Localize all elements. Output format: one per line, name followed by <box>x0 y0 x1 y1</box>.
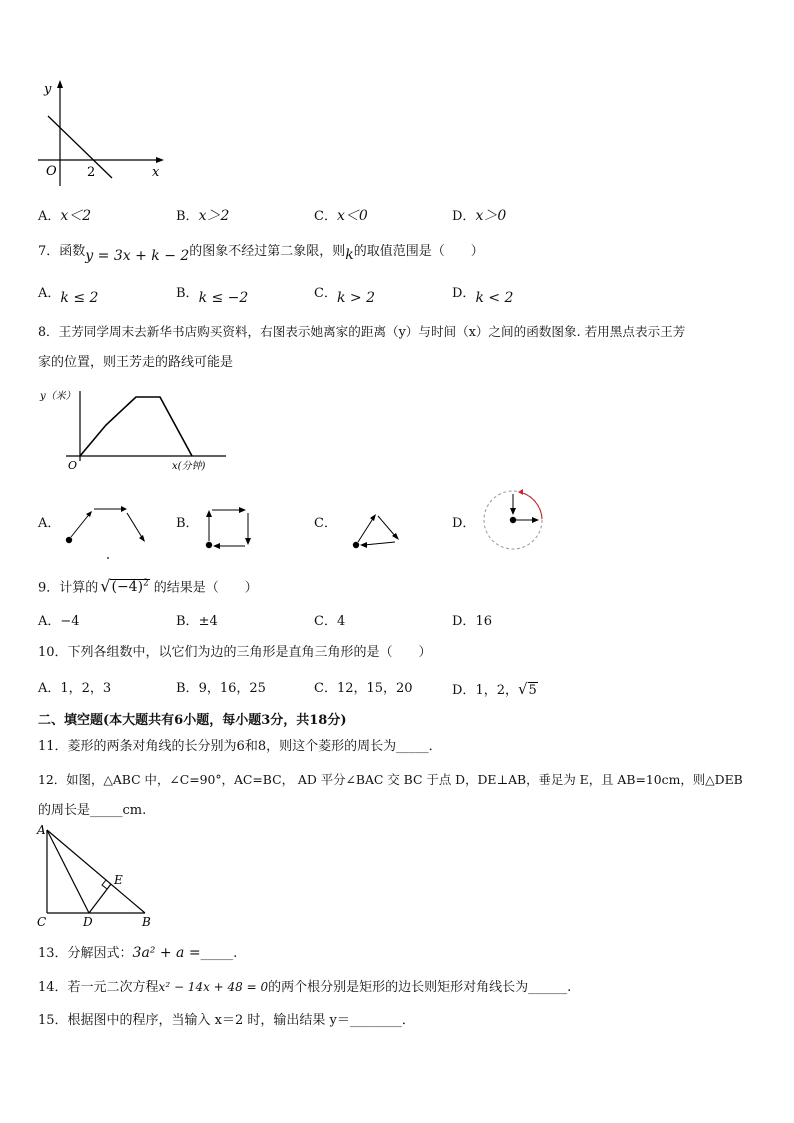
q8-graph-x-label: x(分钟) <box>172 461 206 472</box>
q14-stem: 14．若一元二次方程x² − 14x + 48 = 0的两个根分别是矩形的边长则矩形对角线长为______. <box>38 980 572 995</box>
q8-graph-y-label: y（米） <box>40 391 76 402</box>
q8-option-c-label[interactable]: C． <box>314 516 337 531</box>
q8-option-b-label[interactable]: B． <box>176 516 199 531</box>
q6-option-b[interactable]: B．x＞2 <box>176 208 230 224</box>
q9-sqrt: $√(-4)^2$ <box>100 576 149 596</box>
q8-option-d-route[interactable] <box>482 488 548 554</box>
q10-option-a[interactable]: A．1，2，3 <box>38 681 112 696</box>
q9-option-c[interactable]: C．4 <box>314 614 346 629</box>
q7-stem: 7．函数y = 3x + k − 2的图象不经过第二象限，则k的取值范围是（ ） <box>38 244 484 264</box>
q12-label-a: A <box>37 823 46 837</box>
q13-stem: 13．分解因式：3a² + a =_____. <box>38 945 238 961</box>
q8-graph <box>38 385 228 477</box>
q12-triangle-figure <box>34 822 160 930</box>
q6-option-a[interactable]: A．x＜2 <box>38 208 92 224</box>
q7-option-b[interactable]: B．k ≤ −2 <box>176 286 249 306</box>
q8-option-d-label[interactable]: D． <box>452 516 476 531</box>
q6-option-c[interactable]: C．x＜0 <box>314 208 368 224</box>
q10-stem: 10．下列各组数中，以它们为边的三角形是直角三角形的是（ ） <box>38 645 432 660</box>
q7-option-d[interactable]: D．k < 2 <box>452 286 514 306</box>
q9-option-d[interactable]: D．16 <box>452 614 492 629</box>
q10-option-b[interactable]: B．9，16，25 <box>176 681 266 696</box>
q11-stem: 11．菱形的两条对角线的长分别为6和8，则这个菱形的周长为_____． <box>38 739 442 754</box>
q6-graph-y-label: y <box>44 82 52 97</box>
q7-option-c[interactable]: C．k > 2 <box>314 286 375 306</box>
q8-option-b-route[interactable] <box>200 505 256 551</box>
q8-stem-line1: 8．王芳同学周末去新华书店购买资料，右图表示她离家的距离（y）与时间（x）之间的函数图象. 若用黑点表示王芳 <box>38 324 686 339</box>
q8-graph-origin: O <box>68 459 78 472</box>
q6-graph <box>30 78 170 190</box>
q15-stem: 15．根据图中的程序，当输入 x＝2 时，输出结果 y＝________． <box>38 1013 415 1028</box>
q6-graph-tick: 2 <box>87 165 96 180</box>
q10-option-d[interactable]: D．1，2，√5 <box>452 680 537 698</box>
q6-graph-origin: O <box>46 164 57 179</box>
q10-sqrt: √5 <box>517 680 537 698</box>
q12-stem-line2: 的周长是_____cm. <box>38 803 147 818</box>
q12-stem-line1: 12．如图，△ABC 中，∠C=90°，AC=BC， AD 平分∠BAC 交 BC 于点 D，DE⊥AB，垂足为 E，且 AB=10cm，则△DEB <box>38 772 743 787</box>
q7-option-a[interactable]: A．k ≤ 2 <box>38 286 99 306</box>
section-2-heading: 二、填空题(本大题共有6小题，每小题3分，共18分) <box>38 713 347 728</box>
q6-graph-x-label: x <box>152 165 160 180</box>
q12-label-d: D <box>83 915 93 929</box>
q12-label-c: C <box>37 915 47 929</box>
q9-option-a[interactable]: A．−4 <box>38 614 80 629</box>
q8-stem-line2: 家的位置，则王芳走的路线可能是 <box>38 355 234 370</box>
q12-label-b: B <box>142 915 151 929</box>
q9-option-b[interactable]: B．±4 <box>176 614 218 629</box>
q12-label-e: E <box>114 873 123 887</box>
q8-option-c-route[interactable] <box>348 508 406 552</box>
q9-stem: 9．计算的 $√(-4)^2$ 的结果是（ ） <box>38 576 258 596</box>
q10-option-c[interactable]: C．12，15，20 <box>314 681 413 696</box>
q8-option-a-route[interactable] <box>60 503 152 561</box>
q8-option-a-label[interactable]: A． <box>38 516 61 531</box>
q6-option-d[interactable]: D．x＞0 <box>452 208 507 224</box>
